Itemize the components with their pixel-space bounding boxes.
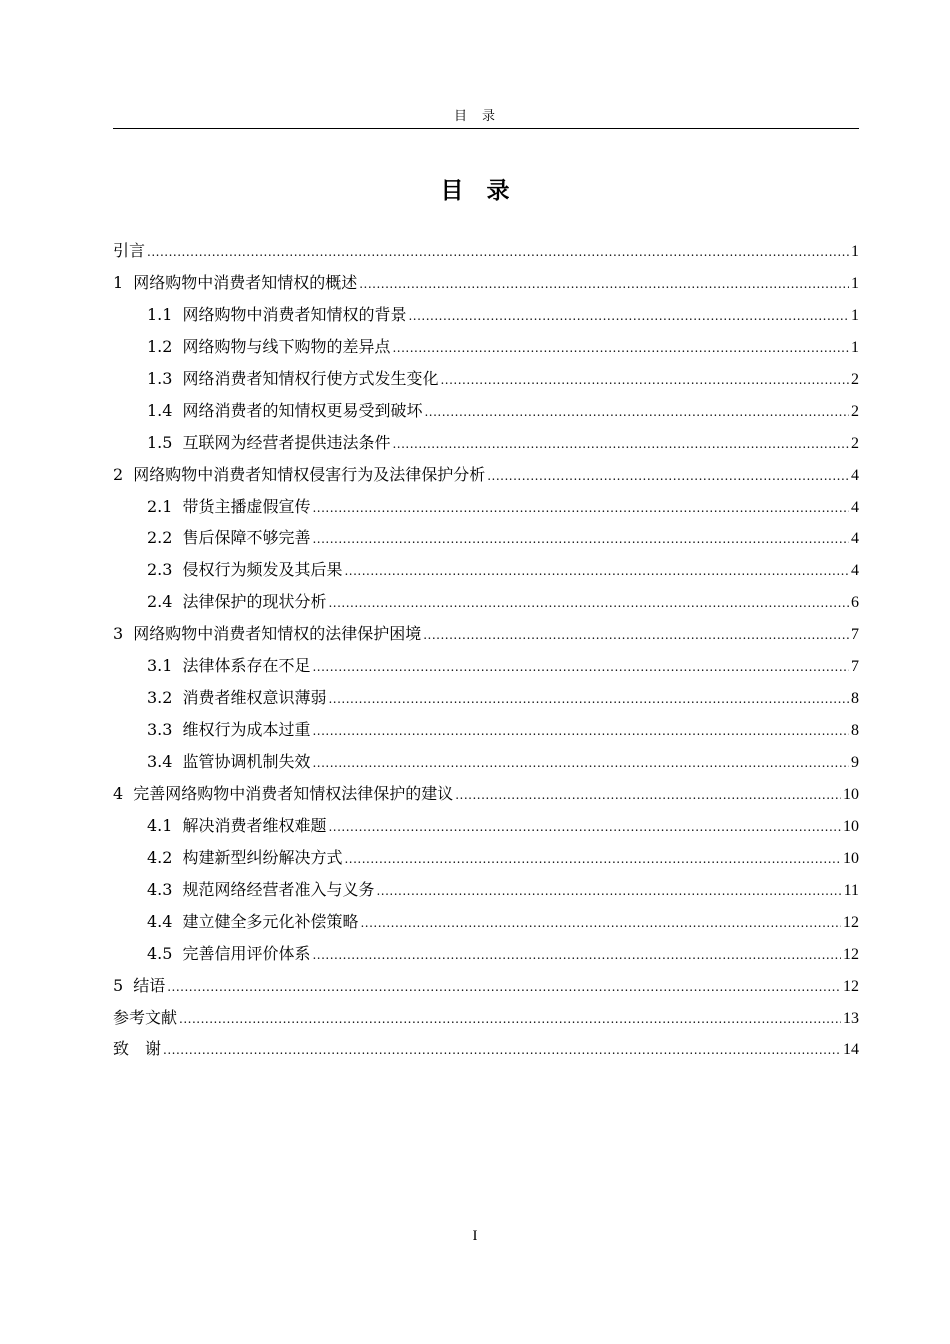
toc-entry[interactable] — [113, 778, 859, 810]
toc-entry[interactable] — [113, 331, 859, 363]
toc-entry-number: 2.4 — [147, 592, 173, 612]
toc-dot-leader — [424, 397, 849, 429]
toc-dot-leader — [392, 333, 849, 365]
toc-entry-number: 4 — [113, 783, 124, 803]
toc-entry-title: 建立健全多元化补偿策略 — [182, 911, 359, 931]
toc-entry-title: 网络购物中消费者知情权的背景 — [182, 304, 407, 324]
toc-entry-number: 2 — [113, 464, 124, 484]
table-of-contents — [113, 235, 859, 1065]
toc-entry-page: 1 — [851, 306, 859, 324]
toc-dot-leader — [328, 684, 849, 716]
toc-entry-number: 1.5 — [147, 432, 173, 452]
toc-dot-leader — [359, 269, 849, 301]
toc-entry-number: 4.1 — [147, 815, 173, 835]
toc-entry-page: 10 — [843, 849, 859, 867]
toc-entry-page: 1 — [851, 338, 859, 356]
toc-entry[interactable] — [113, 1002, 859, 1034]
toc-entry-title: 引言 — [113, 241, 146, 260]
toc-entry[interactable] — [113, 938, 859, 970]
toc-entry-page: 14 — [843, 1041, 859, 1059]
toc-entry-title: 完善网络购物中消费者知情权法律保护的建议 — [133, 783, 454, 803]
toc-entry-title: 网络消费者知情权行使方式发生变化 — [182, 368, 439, 388]
toc-entry-page: 9 — [851, 754, 859, 771]
toc-entry-page: 4 — [851, 466, 859, 484]
toc-entry[interactable] — [113, 299, 859, 331]
toc-dot-leader — [163, 1035, 841, 1067]
toc-entry[interactable] — [113, 522, 859, 554]
toc-entry-title: 法律体系存在不足 — [182, 656, 311, 676]
toc-entry-page: 10 — [843, 785, 859, 803]
toc-dot-leader — [408, 301, 849, 333]
toc-entry-number: 5 — [113, 975, 124, 995]
toc-entry-number: 2.1 — [147, 496, 173, 516]
toc-entry-number: 4.4 — [147, 911, 173, 931]
toc-entry-page: 6 — [851, 594, 859, 612]
toc-entry-number: 2.2 — [147, 528, 173, 548]
toc-entry-title: 法律保护的现状分析 — [182, 592, 327, 612]
toc-entry-page: 1 — [851, 243, 859, 260]
toc-dot-leader — [376, 876, 841, 908]
header-rule — [113, 128, 859, 129]
toc-entry-number: 1.4 — [147, 400, 173, 420]
toc-entry-number: 4.2 — [147, 847, 173, 867]
toc-entry-title: 售后保障不够完善 — [182, 528, 311, 548]
toc-entry-page: 2 — [851, 402, 859, 420]
toc-dot-leader — [312, 524, 849, 556]
toc-entry-title: 网络购物中消费者知情权侵害行为及法律保护分析 — [133, 464, 486, 484]
toc-entry-page: 12 — [843, 945, 859, 963]
toc-entry-page: 4 — [851, 498, 859, 516]
toc-entry[interactable] — [113, 554, 859, 586]
toc-entry-number: 1.2 — [147, 336, 173, 356]
toc-entry-number: 4.3 — [147, 879, 173, 899]
toc-entry-number: 1.1 — [147, 304, 173, 324]
toc-entry-page: 8 — [851, 722, 859, 740]
toc-entry[interactable] — [113, 810, 859, 842]
toc-entry-title: 维权行为成本过重 — [182, 720, 311, 740]
toc-entry-title: 带货主播虚假宣传 — [182, 496, 311, 516]
toc-entry-title: 网络购物中消费者知情权的法律保护困境 — [133, 624, 422, 644]
toc-entry-number: 3.4 — [147, 752, 173, 771]
toc-entry-number: 3.2 — [147, 688, 173, 708]
toc-dot-leader — [455, 780, 841, 812]
toc-entry[interactable] — [113, 906, 859, 938]
toc-dot-leader — [440, 365, 849, 397]
toc-dot-leader — [179, 1004, 841, 1036]
toc-entry[interactable] — [113, 874, 859, 906]
toc-entry[interactable] — [113, 459, 859, 491]
toc-entry[interactable] — [113, 586, 859, 618]
toc-entry[interactable] — [113, 1033, 859, 1065]
toc-entry-title: 侵权行为频发及其后果 — [182, 560, 343, 580]
toc-entry-page: 12 — [843, 977, 859, 995]
toc-entry-page: 8 — [851, 690, 859, 708]
toc-entry-page: 2 — [851, 370, 859, 388]
toc-entry-title: 规范网络经营者准入与义务 — [182, 879, 375, 899]
toc-entry-page: 13 — [843, 1009, 859, 1027]
page-title: 目 录 — [440, 178, 510, 204]
toc-entry[interactable] — [113, 363, 859, 395]
toc-entry[interactable] — [113, 235, 859, 267]
toc-entry-page: 2 — [851, 434, 859, 452]
toc-entry-title: 网络消费者的知情权更易受到破坏 — [182, 400, 423, 420]
toc-entry[interactable] — [113, 714, 859, 746]
toc-entry[interactable] — [113, 491, 859, 523]
toc-entry-number: 3 — [113, 624, 124, 644]
toc-entry-title: 完善信用评价体系 — [182, 943, 311, 963]
running-header: 目 录 — [453, 109, 496, 124]
toc-entry-number: 3.3 — [147, 720, 173, 740]
toc-dot-leader — [312, 716, 849, 748]
toc-dot-leader — [344, 556, 849, 588]
toc-dot-leader — [423, 620, 849, 652]
toc-entry-number: 3.1 — [147, 656, 173, 676]
toc-entry[interactable] — [113, 970, 859, 1002]
toc-dot-leader — [487, 461, 849, 493]
toc-entry-title: 消费者维权意识薄弱 — [182, 688, 327, 708]
toc-entry-page: 7 — [851, 626, 859, 644]
toc-entry-title: 致 谢 — [113, 1039, 162, 1059]
toc-entry-title: 网络购物中消费者知情权的概述 — [133, 272, 358, 292]
toc-entry-number: 1.3 — [147, 368, 173, 388]
toc-entry-title: 网络购物与线下购物的差异点 — [182, 336, 391, 356]
toc-entry-title: 结语 — [133, 975, 166, 995]
toc-entry[interactable] — [113, 267, 859, 299]
toc-entry-page: 4 — [851, 562, 859, 580]
toc-entry-page: 4 — [851, 530, 859, 548]
toc-entry-number: 1 — [113, 272, 124, 292]
toc-entry-title: 监管协调机制失效 — [182, 752, 311, 771]
toc-entry-title: 参考文献 — [113, 1007, 178, 1027]
toc-entry-page: 12 — [843, 913, 859, 931]
toc-dot-leader — [312, 493, 849, 525]
toc-dot-leader — [312, 940, 841, 972]
toc-entry-number: 2.3 — [147, 560, 173, 580]
toc-dot-leader — [392, 429, 849, 461]
toc-entry-title: 互联网为经营者提供违法条件 — [182, 432, 391, 452]
toc-dot-leader — [312, 748, 849, 780]
toc-entry[interactable] — [113, 427, 859, 459]
toc-entry-title: 解决消费者维权难题 — [182, 815, 327, 835]
toc-entry[interactable] — [113, 395, 859, 427]
toc-entry[interactable] — [113, 842, 859, 874]
toc-entry[interactable] — [113, 682, 859, 714]
toc-entry-page: 10 — [843, 817, 859, 835]
toc-dot-leader — [312, 652, 849, 684]
toc-dot-leader — [344, 844, 841, 876]
page-number: I — [472, 1228, 478, 1244]
toc-entry-title: 构建新型纠纷解决方式 — [182, 847, 343, 867]
toc-entry-number: 4.5 — [147, 943, 173, 963]
toc-entry-page: 11 — [843, 881, 859, 899]
toc-entry[interactable] — [113, 650, 859, 682]
toc-dot-leader — [147, 237, 849, 269]
toc-entry-page: 1 — [851, 274, 859, 292]
toc-dot-leader — [328, 812, 841, 844]
toc-dot-leader — [360, 908, 841, 940]
toc-dot-leader — [328, 588, 849, 620]
toc-entry-page: 7 — [851, 658, 859, 676]
toc-entry[interactable] — [113, 746, 859, 778]
toc-entry[interactable] — [113, 618, 859, 650]
toc-dot-leader — [167, 972, 841, 1004]
